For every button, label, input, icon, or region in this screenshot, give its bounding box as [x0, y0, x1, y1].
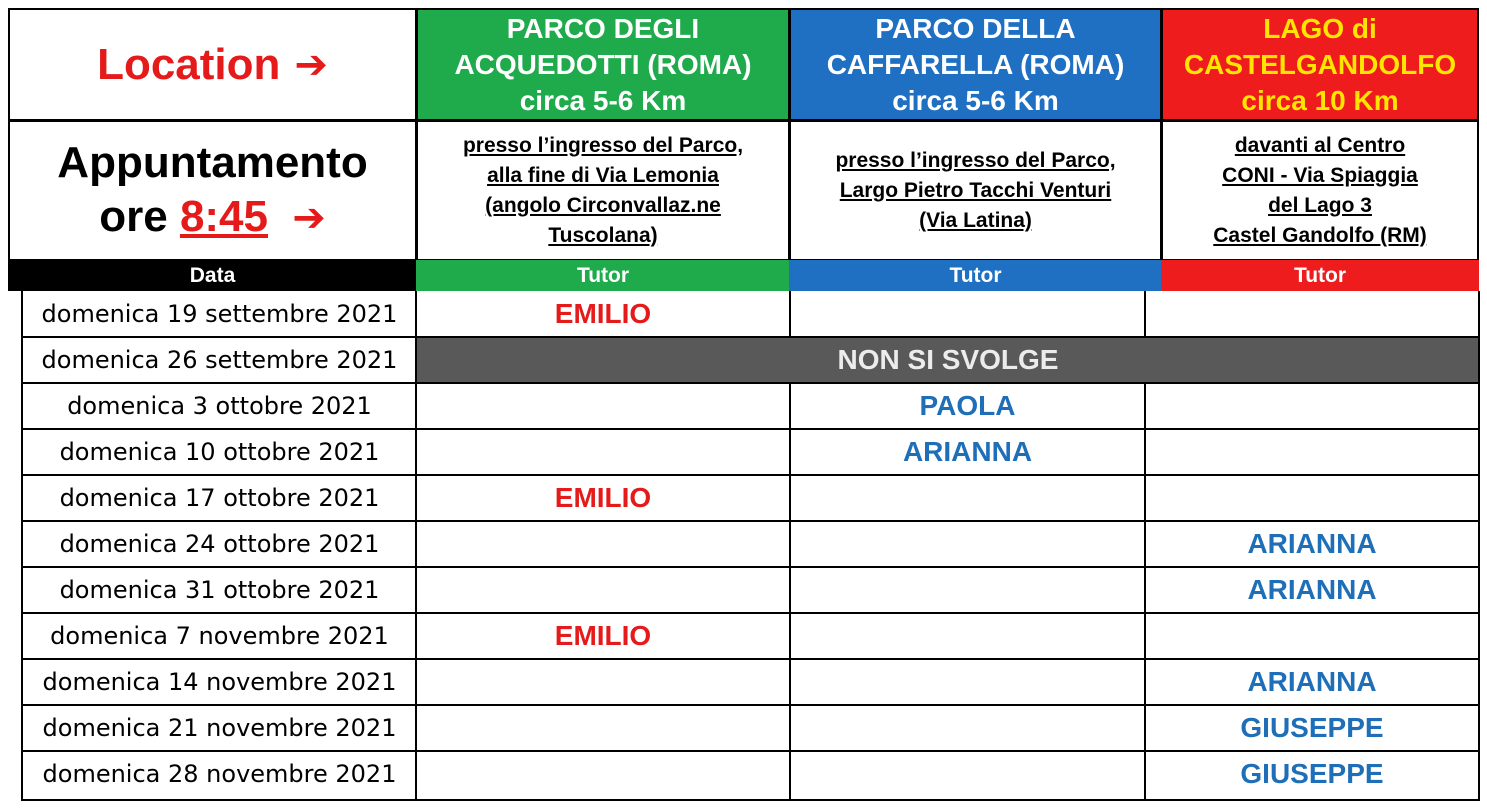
arrow-right-icon: ➔ [294, 42, 328, 87]
tutor-name: ARIANNA [902, 436, 1033, 467]
schedule-date: domenica 31 ottobre 2021 [59, 576, 380, 604]
location-label-cell [8, 8, 417, 121]
grid-line [21, 612, 1480, 614]
tutor-name [789, 521, 1146, 567]
address-line: Castel Gandolfo (RM) [1213, 223, 1427, 247]
address-line: (Via Latina) [919, 208, 1032, 232]
tutor-name: EMILIO [554, 298, 652, 329]
schedule-date: domenica 24 ottobre 2021 [59, 530, 380, 558]
tutor-name [789, 659, 1146, 705]
grid-line [21, 750, 1480, 752]
appointment-time: 8:45 [179, 192, 269, 241]
location-name-line: PARCO DEGLI [506, 12, 700, 44]
grid-line [21, 566, 1480, 568]
tutor-name [416, 383, 790, 429]
tutor-name: EMILIO [554, 620, 652, 651]
tutor-name [1145, 613, 1479, 659]
address-line: presso l’ingresso del Parco, [835, 148, 1116, 172]
location-name-line: ACQUEDOTTI (ROMA) [454, 48, 752, 80]
appointment-label: Appuntamento [57, 138, 368, 187]
location-name-line: PARCO DELLA [875, 12, 1076, 44]
location-header-castelgandolfo [1161, 8, 1479, 121]
tutor-name [1145, 383, 1479, 429]
tutor-name [789, 613, 1146, 659]
address-castelgandolfo [1161, 120, 1479, 261]
address-line: Tuscolana) [548, 223, 658, 247]
tutor-name: ARIANNA [1247, 666, 1377, 697]
tutor-column-header-castelgandolfo: Tutor [1161, 260, 1479, 291]
location-distance: circa 5-6 Km [892, 84, 1059, 116]
location-header-caffarella [789, 8, 1162, 121]
tutor-name [789, 567, 1146, 613]
tutor-name: PAOLA [919, 390, 1016, 421]
schedule-date: domenica 10 ottobre 2021 [59, 438, 380, 466]
schedule-date: domenica 21 novembre 2021 [42, 714, 397, 742]
tutor-name: GIUSEPPE [1240, 758, 1384, 789]
schedule-date: domenica 14 novembre 2021 [42, 668, 397, 696]
grid-line [21, 382, 1480, 384]
address-line: del Lago 3 [1268, 193, 1372, 217]
schedule-date: domenica 17 ottobre 2021 [59, 484, 380, 512]
tutor-name [789, 705, 1146, 751]
schedule-date: domenica 7 novembre 2021 [50, 622, 389, 650]
address-line: (angolo Circonvallaz.ne [485, 193, 721, 217]
tutor-column-header-caffarella: Tutor [789, 260, 1162, 291]
grid-line [21, 704, 1480, 706]
tutor-name: ARIANNA [1247, 528, 1377, 559]
tutor-name [416, 705, 790, 751]
address-line: alla fine di Via Lemonia [487, 163, 719, 187]
grid-line [1144, 291, 1146, 337]
address-line: presso l’ingresso del Parco, [462, 133, 744, 157]
tutor-column-header-acquedotti: Tutor [416, 260, 790, 291]
tutor-name [1145, 291, 1479, 337]
grid-line [415, 291, 417, 801]
address-line: CONI - Via Spiaggia [1222, 163, 1418, 187]
grid-line [1478, 291, 1480, 801]
address-line: Largo Pietro Tacchi Venturi [839, 178, 1112, 202]
location-name-line: CAFFARELLA (ROMA) [826, 48, 1125, 80]
grid-line [21, 799, 1480, 801]
grid-line [789, 291, 791, 337]
location-distance: circa 10 Km [1241, 84, 1399, 116]
location-header-acquedotti [416, 8, 790, 121]
tutor-name: GIUSEPPE [1240, 712, 1384, 743]
grid-line [21, 428, 1480, 430]
schedule-date: domenica 19 settembre 2021 [41, 300, 398, 328]
tutor-name [789, 475, 1146, 521]
schedule-date: domenica 26 settembre 2021 [41, 346, 398, 374]
tutor-name [1145, 475, 1479, 521]
schedule-date: domenica 28 novembre 2021 [42, 760, 397, 788]
address-acquedotti [416, 120, 790, 261]
grid-line [21, 658, 1480, 660]
location-name-line: LAGO di [1263, 12, 1377, 44]
grid-line [21, 291, 23, 801]
tutor-name [789, 751, 1146, 797]
address-caffarella [789, 120, 1162, 261]
grid-line [21, 520, 1480, 522]
grid-line [789, 383, 791, 801]
arrow-right-icon: ➔ [292, 196, 326, 240]
schedule-date: domenica 3 ottobre 2021 [67, 392, 372, 420]
appointment-label-cell [8, 120, 417, 261]
tutor-name [416, 659, 790, 705]
appointment-time-prefix: ore [99, 192, 168, 241]
location-label: Location [97, 39, 281, 89]
data-column-header: Data [8, 260, 417, 291]
grid-line [1144, 383, 1146, 801]
grid-line [21, 474, 1480, 476]
tutor-name [416, 521, 790, 567]
tutor-name: EMILIO [554, 482, 652, 513]
grid-line [21, 336, 1480, 338]
appointment-time-line [99, 190, 326, 245]
tutor-name [416, 567, 790, 613]
address-line: davanti al Centro [1234, 133, 1406, 157]
tutor-name [416, 429, 790, 475]
cancelled-banner: NON SI SVOLGE [417, 337, 1479, 383]
location-distance: circa 5-6 Km [519, 84, 687, 116]
tutor-name [416, 751, 790, 797]
tutor-name [1145, 429, 1479, 475]
tutor-name: ARIANNA [1247, 574, 1377, 605]
location-name-line: CASTELGANDOLFO [1183, 48, 1457, 80]
tutor-name [789, 291, 1146, 337]
